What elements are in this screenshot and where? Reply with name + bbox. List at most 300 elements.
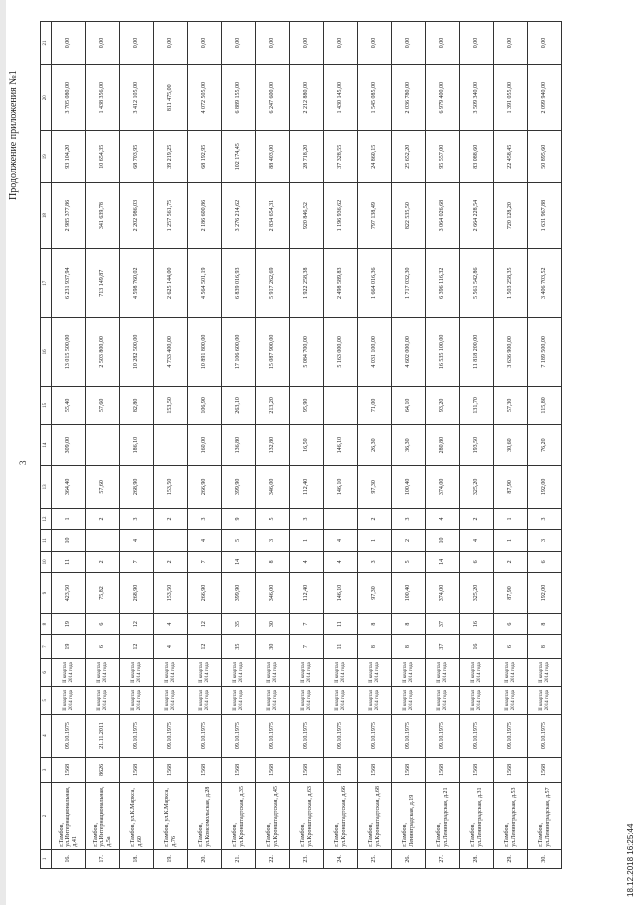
table-cell: 3 — [528, 508, 562, 529]
table-cell: 1 — [52, 508, 86, 529]
table-cell: 1 922 258,38 — [290, 249, 324, 318]
appendix-caption: Продолжение приложения №1 — [8, 70, 19, 200]
column-number-row — [41, 22, 52, 869]
table-cell: 2 985 377,86 — [52, 182, 86, 248]
table-cell: 14 — [222, 551, 256, 572]
table-cell: II квартал 2014 года — [324, 686, 358, 714]
table-cell: II квартал 2014 года — [86, 658, 120, 686]
table-cell: 12 — [188, 613, 222, 634]
table-cell: 15 087 900,00 — [256, 318, 290, 387]
table-cell: 186,10 — [120, 425, 154, 466]
table-cell: 1568 — [358, 757, 392, 783]
table-cell: 266,90 — [188, 573, 222, 614]
column-number-cell: 6 — [41, 658, 52, 686]
table-cell: 1 196 936,62 — [324, 182, 358, 248]
table-cell: 57,60 — [86, 465, 120, 508]
column-number-cell: 20 — [41, 65, 52, 131]
table-cell: 5 — [392, 551, 426, 572]
table-cell: II квартал 2014 года — [188, 658, 222, 686]
table-cell — [324, 508, 358, 529]
table-cell: 146,10 — [324, 465, 358, 508]
table-cell: 0,00 — [494, 22, 528, 65]
table-row — [494, 22, 528, 869]
table-cell: 153,50 — [154, 573, 188, 614]
table-cell: 115,80 — [528, 386, 562, 425]
address-cell: г.Тамбов, ул.К.Маркса, д.76 — [154, 783, 188, 849]
table-cell: 09.10.1975 — [528, 714, 562, 757]
table-cell: 11 818 200,00 — [460, 318, 494, 387]
table-cell: 280,80 — [426, 425, 460, 466]
table-cell: 11 — [324, 635, 358, 659]
table-cell: 720 128,20 — [494, 182, 528, 248]
table-cell: II квартал 2014 года — [222, 686, 256, 714]
table-cell: II квартал 2014 года — [358, 658, 392, 686]
table-cell: 102 174,45 — [222, 131, 256, 182]
table-cell: 23. — [290, 849, 324, 868]
table-cell: 97,30 — [358, 573, 392, 614]
column-number-cell: 11 — [41, 530, 52, 551]
address-cell: г.Тамбов, ул.Кронштадтская, д.66 — [324, 783, 358, 849]
table-cell: 2 — [154, 508, 188, 529]
table-cell: 2 212 880,00 — [290, 65, 324, 131]
table-cell: 3 — [290, 508, 324, 529]
table-cell: 8 — [528, 635, 562, 659]
table-cell: 21. — [222, 849, 256, 868]
table-cell: 797 138,49 — [358, 182, 392, 248]
column-number-cell: 16 — [41, 318, 52, 387]
table-cell: 268,90 — [120, 465, 154, 508]
table-cell: 5 917 262,69 — [256, 249, 290, 318]
column-number-cell: 10 — [41, 551, 52, 572]
table-cell: 10 282 500,00 — [120, 318, 154, 387]
table-cell: 0,00 — [528, 22, 562, 65]
table-cell: 268,90 — [120, 573, 154, 614]
table-cell: 1568 — [52, 757, 86, 783]
table-cell: 346,00 — [256, 573, 290, 614]
table-cell: 1 664 016,36 — [358, 249, 392, 318]
table-cell: 8 — [392, 635, 426, 659]
table-cell: 1568 — [188, 757, 222, 783]
column-number-cell: 9 — [41, 573, 52, 614]
table-cell — [154, 425, 188, 466]
table-cell: 4 598 760,02 — [120, 249, 154, 318]
table-cell: 37 328,55 — [324, 131, 358, 182]
table-cell: 2 202 986,03 — [120, 182, 154, 248]
table-cell: II квартал 2014 года — [494, 686, 528, 714]
table-cell: 1568 — [494, 757, 528, 783]
table-cell: 3 — [358, 551, 392, 572]
table-cell: 2 186 600,86 — [188, 182, 222, 248]
column-number-cell: 15 — [41, 386, 52, 425]
table-cell: 7 — [120, 551, 154, 572]
table-cell: II квартал 2014 года — [528, 658, 562, 686]
table-cell: 26. — [392, 849, 426, 868]
table-cell: 136,80 — [222, 425, 256, 466]
table-cell: 1 391 055,00 — [494, 65, 528, 131]
table-cell: 192,00 — [528, 573, 562, 614]
table-cell: 16 — [460, 635, 494, 659]
address-cell: г.Тамбов, ул.Кронштадтская, д.45 — [256, 783, 290, 849]
table-cell: 3 064 026,68 — [426, 182, 460, 248]
table-cell: 29. — [494, 849, 528, 868]
table-cell: 8 — [358, 613, 392, 634]
table-cell: II квартал 2014 года — [528, 686, 562, 714]
table-cell: 93 104,20 — [52, 131, 86, 182]
table-cell: 09.10.1975 — [222, 714, 256, 757]
table-cell: 68 192,95 — [188, 131, 222, 182]
table-cell: 4 031 100,00 — [358, 318, 392, 387]
table-cell: 5 163 000,00 — [324, 318, 358, 387]
address-cell: г.Тамбов, ул.Интернациональная, д.41 — [52, 783, 86, 849]
table-cell: 5 — [256, 508, 290, 529]
table-cell: 27. — [426, 849, 460, 868]
table-cell: 100,40 — [392, 573, 426, 614]
table-cell: II квартал 2014 года — [120, 658, 154, 686]
page-number: 3 — [18, 460, 28, 465]
table-row — [256, 22, 290, 869]
table-row — [222, 22, 256, 869]
table-cell: 20. — [188, 849, 222, 868]
table-cell: 0,00 — [324, 22, 358, 65]
table-cell: 25. — [358, 849, 392, 868]
table-cell: 1568 — [426, 757, 460, 783]
table-cell: 1 — [290, 530, 324, 551]
table-cell: 2 625 144,00 — [154, 249, 188, 318]
table-cell: II квартал 2014 года — [290, 686, 324, 714]
table-cell: 3 276 214,62 — [222, 182, 256, 248]
table-cell: 35 — [222, 635, 256, 659]
table-cell: 3 — [120, 508, 154, 529]
table-row — [392, 22, 426, 869]
table-cell: 811 475,00 — [154, 65, 188, 131]
table-cell: 19 — [52, 635, 86, 659]
table-cell: 36,30 — [392, 425, 426, 466]
table-cell: 100,40 — [392, 465, 426, 508]
table-cell: 09.10.1975 — [324, 714, 358, 757]
table-cell: 423,50 — [52, 573, 86, 614]
table-row — [86, 22, 120, 869]
table-cell: 68 703,95 — [120, 131, 154, 182]
table-cell: 09.10.1975 — [256, 714, 290, 757]
table-cell: 9 — [222, 508, 256, 529]
table-cell: 10 891 800,00 — [188, 318, 222, 387]
table-cell: 8 — [358, 635, 392, 659]
table-cell: 3 509 340,00 — [460, 65, 494, 131]
table-cell: 112,40 — [290, 573, 324, 614]
table-cell: 6 231 937,94 — [52, 249, 86, 318]
table-cell: 7 189 500,00 — [528, 318, 562, 387]
table-cell: 364,40 — [52, 465, 86, 508]
table-cell: 0,00 — [460, 22, 494, 65]
table-cell: 09.10.1975 — [52, 714, 86, 757]
table-cell: 57,60 — [86, 386, 120, 425]
table-cell: 266,90 — [188, 465, 222, 508]
table-cell: 4 072 505,00 — [188, 65, 222, 131]
table-cell: 09.10.1975 — [154, 714, 188, 757]
table-cell: 6 — [494, 613, 528, 634]
table-cell: 10 — [52, 530, 86, 551]
column-number-cell: 8 — [41, 613, 52, 634]
table-cell: 87,90 — [494, 573, 528, 614]
table-cell: 09.10.1975 — [460, 714, 494, 757]
table-cell: 30. — [528, 849, 562, 868]
table-cell: 192,00 — [528, 465, 562, 508]
address-cell: г.Тамбов, ул.Кронштадтская, д.68 — [358, 783, 392, 849]
table-cell: 93,20 — [426, 386, 460, 425]
table-cell: 0,00 — [358, 22, 392, 65]
table-cell: 37 — [426, 635, 460, 659]
table-cell: 0,00 — [222, 22, 256, 65]
table-cell: 17 106 600,00 — [222, 318, 256, 387]
table-cell: 5 561 542,86 — [460, 249, 494, 318]
table-cell: 4 — [120, 530, 154, 551]
table-cell: II квартал 2014 года — [120, 686, 154, 714]
table-row — [290, 22, 324, 869]
table-cell: 09.10.1975 — [392, 714, 426, 757]
table-cell: 1 438 356,00 — [86, 65, 120, 131]
table-cell: 0,00 — [188, 22, 222, 65]
table-cell: 1 430 145,00 — [324, 65, 358, 131]
table-cell: 920 846,52 — [290, 182, 324, 248]
table-cell: II квартал 2014 года — [222, 658, 256, 686]
table-cell: 2 498 589,83 — [324, 249, 358, 318]
table-cell: 75,82 — [86, 573, 120, 614]
column-number-cell: 2 — [41, 783, 52, 849]
table-cell — [86, 425, 120, 466]
table-cell: 2 — [86, 551, 120, 572]
table-cell: 19. — [154, 849, 188, 868]
table-cell: 12 — [120, 613, 154, 634]
table-cell: 2 — [154, 551, 188, 572]
table-cell: 2 099 940,00 — [528, 65, 562, 131]
table-cell: II квартал 2014 года — [52, 686, 86, 714]
table-cell: II квартал 2014 года — [256, 686, 290, 714]
address-cell: г.Тамбов, ул.Комсомольская, д.28 — [188, 783, 222, 849]
table-cell: 106,90 — [188, 386, 222, 425]
table-cell: 8 — [256, 551, 290, 572]
column-number-cell: 13 — [41, 465, 52, 508]
table-cell: 1568 — [324, 757, 358, 783]
table-cell: 2 036 780,00 — [392, 65, 426, 131]
table-cell: 2 — [392, 530, 426, 551]
column-number-cell: 21 — [41, 22, 52, 65]
table-cell: 1 503 258,35 — [494, 249, 528, 318]
table-cell: 1 — [358, 530, 392, 551]
table-cell: 57,30 — [494, 386, 528, 425]
table-cell: 7 — [188, 551, 222, 572]
table-cell: II квартал 2014 года — [460, 686, 494, 714]
table-cell: II квартал 2014 года — [188, 686, 222, 714]
table-cell: 0,00 — [256, 22, 290, 65]
table-cell: 6 — [86, 635, 120, 659]
table-cell: 4 564 501,19 — [188, 249, 222, 318]
table-row — [52, 22, 86, 869]
table-cell: 4 — [290, 551, 324, 572]
table-cell: 1568 — [222, 757, 256, 783]
address-cell: г.Тамбов, ул.Ленинградская, д.31 — [460, 783, 494, 849]
table-cell: 1 545 085,00 — [358, 65, 392, 131]
table-cell: 22 458,45 — [494, 131, 528, 182]
table-cell: 28. — [460, 849, 494, 868]
table-cell: 1568 — [154, 757, 188, 783]
column-number-cell: 18 — [41, 182, 52, 248]
table-cell: 55,40 — [52, 386, 86, 425]
table-cell: 37 — [426, 613, 460, 634]
table-cell: 146,10 — [324, 573, 358, 614]
column-number-cell: 7 — [41, 635, 52, 659]
table-cell: 95 557,00 — [426, 131, 460, 182]
table-cell: II квартал 2014 года — [392, 658, 426, 686]
table-cell — [154, 530, 188, 551]
table-cell: 97,30 — [358, 465, 392, 508]
table-cell: 263,10 — [222, 386, 256, 425]
table-row — [528, 22, 562, 869]
table-cell: 2 — [494, 551, 528, 572]
table-cell: 193,50 — [460, 425, 494, 466]
table-cell: II квартал 2014 года — [324, 658, 358, 686]
table-cell: 10 654,35 — [86, 131, 120, 182]
table-row — [358, 22, 392, 869]
column-number-cell: 4 — [41, 714, 52, 757]
table-cell: 0,00 — [52, 22, 86, 65]
table-cell: 374,00 — [426, 573, 460, 614]
address-cell: г.Тамбов, ул.К.Маркса, д.60 — [120, 783, 154, 849]
table-cell: 16 — [460, 613, 494, 634]
table-cell: 2 834 654,31 — [256, 182, 290, 248]
table-cell: 4 — [324, 551, 358, 572]
table-cell: 8 — [392, 613, 426, 634]
table-cell: II квартал 2014 года — [358, 686, 392, 714]
table-cell: II квартал 2014 года — [256, 658, 290, 686]
table-cell: 1568 — [290, 757, 324, 783]
table-cell: 10 — [426, 530, 460, 551]
table-cell: 12 — [188, 635, 222, 659]
table-cell: 3 — [528, 530, 562, 551]
table-cell: II квартал 2014 года — [52, 658, 86, 686]
table-row — [188, 22, 222, 869]
column-number-cell: 1 — [41, 849, 52, 868]
table-cell: 5 — [222, 530, 256, 551]
table-cell: 6 979 400,00 — [426, 65, 460, 131]
table-cell: 160,00 — [188, 425, 222, 466]
table-cell: 09.10.1975 — [494, 714, 528, 757]
table-cell: 09.10.1975 — [290, 714, 324, 757]
table-cell: II квартал 2014 года — [290, 658, 324, 686]
table-cell: 5 084 700,00 — [290, 318, 324, 387]
table-cell: 30,60 — [494, 425, 528, 466]
table-cell: 14 — [426, 551, 460, 572]
table-cell: 4 — [188, 530, 222, 551]
column-number-cell: 12 — [41, 508, 52, 529]
table-cell: 09.10.1975 — [426, 714, 460, 757]
table-cell: 35 — [222, 613, 256, 634]
table-cell: 6 — [460, 551, 494, 572]
table-cell: 8 — [528, 613, 562, 634]
table-cell: 1568 — [120, 757, 154, 783]
table-cell: 6 — [528, 551, 562, 572]
table-cell: 6 839 016,93 — [222, 249, 256, 318]
table-cell: 87,90 — [494, 465, 528, 508]
table-cell: 713 149,87 — [86, 249, 120, 318]
table-cell: 13 015 500,00 — [52, 318, 86, 387]
table-cell: 64,10 — [392, 386, 426, 425]
table-cell: II квартал 2014 года — [392, 686, 426, 714]
table-cell: 2 664 228,54 — [460, 182, 494, 248]
table-cell: 1 717 032,30 — [392, 249, 426, 318]
table-cell: 7 — [290, 613, 324, 634]
table-cell: 1568 — [256, 757, 290, 783]
table-cell: 325,20 — [460, 465, 494, 508]
table-cell: 374,00 — [426, 465, 460, 508]
table-cell: 50 895,60 — [528, 131, 562, 182]
table-cell: 3 406 703,52 — [528, 249, 562, 318]
address-cell: г.Тамбов, ул.Ленинградская, д.53 — [494, 783, 528, 849]
table-cell: 0,00 — [120, 22, 154, 65]
table-cell: 11 — [52, 551, 86, 572]
table-cell: 1568 — [460, 757, 494, 783]
table-cell: 2 503 800,00 — [86, 318, 120, 387]
table-cell: 11 — [324, 613, 358, 634]
address-cell: г.Тамбов, ул.Интернациональная, д.5а — [86, 783, 120, 849]
table-cell: 6 889 155,00 — [222, 65, 256, 131]
table-cell: 1568 — [528, 757, 562, 783]
table-cell: 1 631 967,88 — [528, 182, 562, 248]
table-cell: 09.10.1975 — [120, 714, 154, 757]
table-cell: 1 257 561,75 — [154, 182, 188, 248]
table-cell: 399,90 — [222, 465, 256, 508]
table-cell: 146,10 — [324, 425, 358, 466]
table-cell: 26,30 — [358, 425, 392, 466]
table-cell: 2 — [358, 508, 392, 529]
table-cell: 19 — [52, 613, 86, 634]
address-cell: г.Тамбов, ул.Ленинградская, д.21 — [426, 783, 460, 849]
table-row — [324, 22, 358, 869]
table-cell: II квартал 2014 года — [460, 658, 494, 686]
column-number-cell: 5 — [41, 686, 52, 714]
table-cell: 346,00 — [256, 465, 290, 508]
table-cell: 30 — [256, 613, 290, 634]
table-cell: 09.10.1975 — [188, 714, 222, 757]
table-cell: 1568 — [392, 757, 426, 783]
table-cell: 325,20 — [460, 573, 494, 614]
table-cell: 24 860,15 — [358, 131, 392, 182]
table-cell: 28 718,20 — [290, 131, 324, 182]
table-cell: 3 636 900,00 — [494, 318, 528, 387]
table-cell: 16,50 — [290, 425, 324, 466]
table-cell: 12 — [120, 635, 154, 659]
table-cell: 6 247 600,00 — [256, 65, 290, 131]
table-cell: 76,20 — [528, 425, 562, 466]
table-cell: II квартал 2014 года — [494, 658, 528, 686]
table-cell: 2 — [86, 508, 120, 529]
table-cell: 1 — [494, 508, 528, 529]
column-number-cell: 19 — [41, 131, 52, 182]
table-cell: 112,40 — [290, 465, 324, 508]
table-cell: 4 — [154, 635, 188, 659]
address-cell: г.Тамбов, ул.Кронштадтская, д.35 — [222, 783, 256, 849]
table-cell: 4 733 400,00 — [154, 318, 188, 387]
column-number-cell: 17 — [41, 249, 52, 318]
table-cell: 4 — [154, 613, 188, 634]
table-cell: 3 — [188, 508, 222, 529]
table-cell: 153,50 — [154, 465, 188, 508]
table-cell: 1 — [494, 530, 528, 551]
table-cell: 6 — [494, 635, 528, 659]
table-row — [426, 22, 460, 869]
table-cell: 22. — [256, 849, 290, 868]
table-cell: 0,00 — [392, 22, 426, 65]
table-cell: II квартал 2014 года — [426, 686, 460, 714]
